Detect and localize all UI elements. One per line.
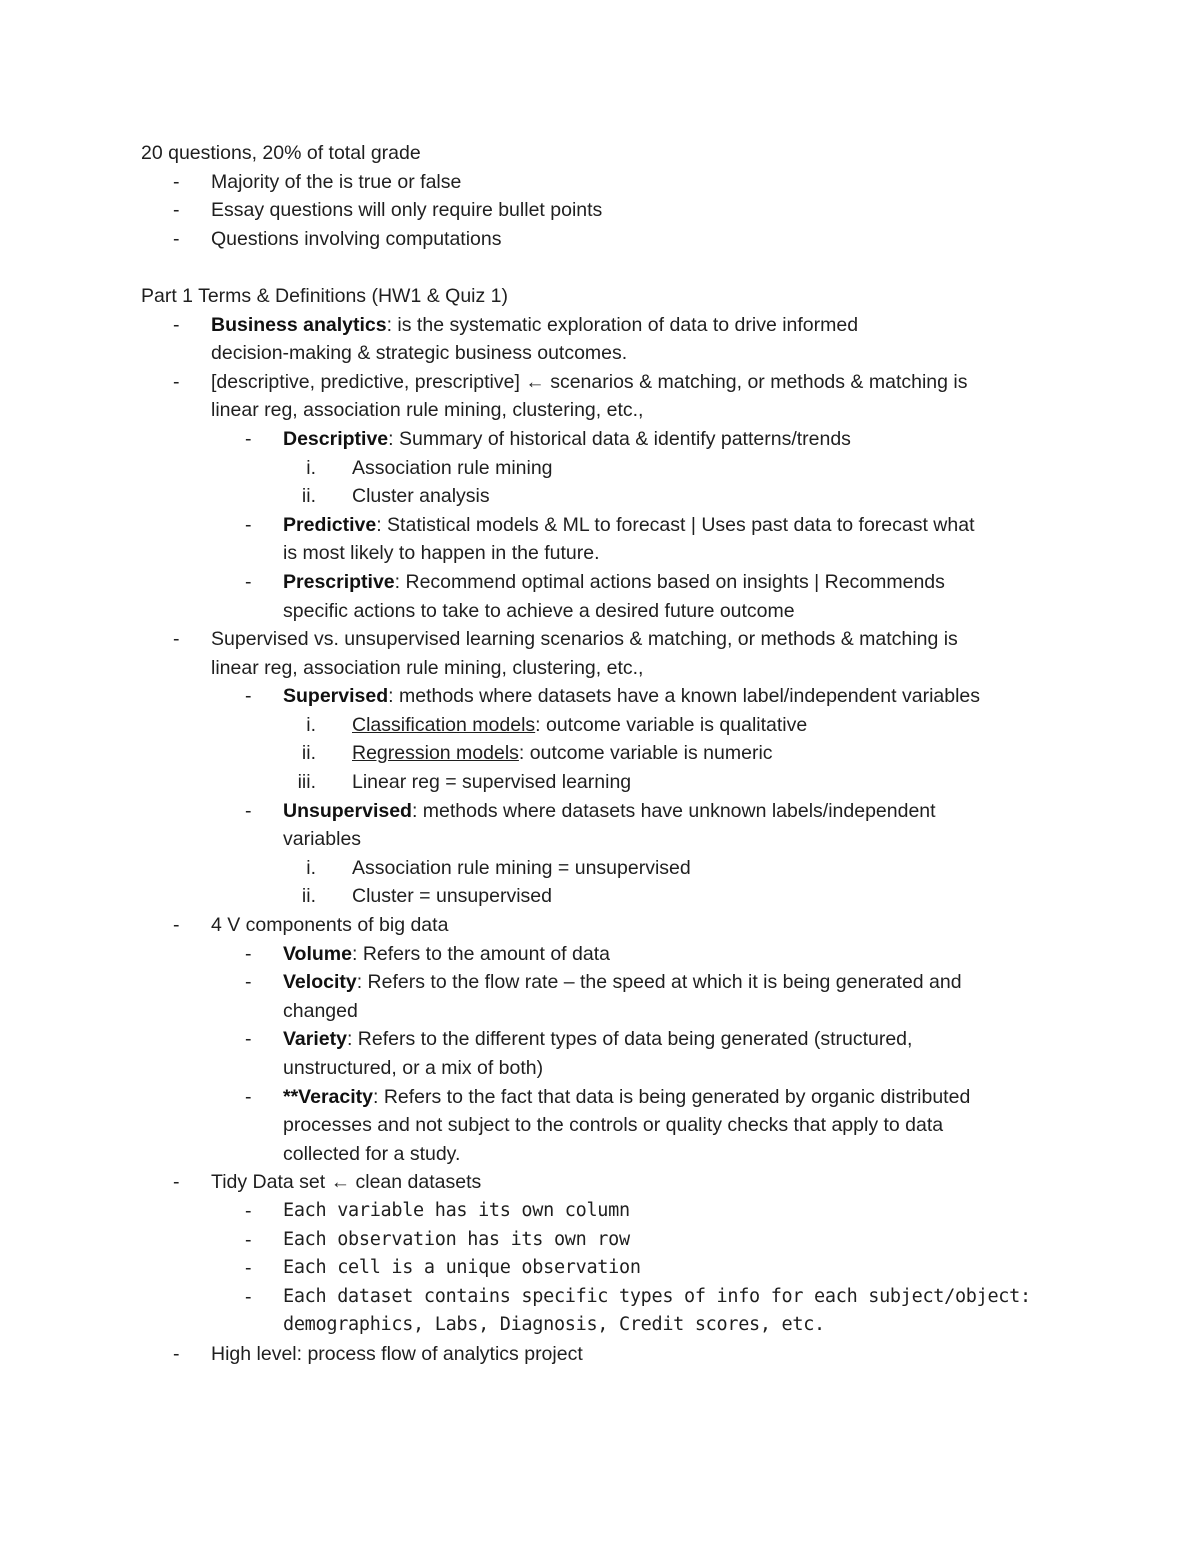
bullet-dash: - xyxy=(245,427,252,450)
roman-marker: iii. xyxy=(297,771,316,794)
bullet-dash: - xyxy=(173,628,180,651)
part1-heading-line xyxy=(0,282,1200,311)
list-item: i. Classification models: outcome variable is qualitative xyxy=(0,711,1200,740)
list-item xyxy=(0,225,1200,254)
big-data-line: 4 V components of big data xyxy=(211,914,449,937)
list-item xyxy=(0,911,1200,940)
volume-definition: Volume: Refers to the amount of data xyxy=(283,942,610,965)
intro-bullet: Essay questions will only require bullet points xyxy=(211,199,603,222)
list-item-continuation: variables xyxy=(283,828,362,851)
bullet-dash: - xyxy=(173,914,180,937)
variety-definition: Variety: Refers to the different types of data being generated (structured, xyxy=(283,1028,913,1051)
business-analytics-definition: Business analytics: is the systematic exploration of data to drive informed xyxy=(211,313,859,336)
bullet-dash: - xyxy=(173,227,180,250)
list-item: ii. Cluster = unsupervised xyxy=(0,882,1200,911)
bullet-dash: - xyxy=(173,170,180,193)
list-item-continuation: linear reg, association rule mining, clustering, etc., xyxy=(211,399,644,422)
predictive-definition: Predictive: Statistical models & ML to forecast | Uses past data to forecast what xyxy=(283,513,975,536)
tidy-data-line: Tidy Data set ← clean datasets xyxy=(211,1171,482,1194)
bullet-dash: - xyxy=(245,1028,252,1051)
term-velocity: Velocity xyxy=(283,971,357,994)
list-item: i. Association rule mining = unsupervised xyxy=(0,854,1200,883)
list-item xyxy=(0,625,1200,654)
bullet-dash: - xyxy=(245,1199,252,1222)
list-item xyxy=(0,940,1200,969)
bullet-dash: - xyxy=(245,971,252,994)
roman-marker: ii. xyxy=(301,742,316,765)
bullet-dash: - xyxy=(245,942,252,965)
list-item-continuation: changed xyxy=(283,999,358,1022)
bullet-dash: - xyxy=(173,1171,180,1194)
bullet-dash: - xyxy=(173,370,180,393)
list-item: ii. Cluster analysis xyxy=(0,482,1200,511)
list-item xyxy=(0,196,1200,225)
descriptive-definition: Descriptive: Summary of historical data & identify patterns/trends xyxy=(283,427,851,450)
prescriptive-definition: Prescriptive: Recommend optimal actions based on insights | Recommends xyxy=(283,570,945,593)
roman-marker: i. xyxy=(306,456,316,479)
list-item xyxy=(0,797,1200,826)
list-item xyxy=(0,1168,1200,1197)
classification-models-term: Classification models xyxy=(352,713,536,736)
list-item-continuation: processes and not subject to the controls or quality checks that apply to data xyxy=(283,1114,944,1137)
bullet-dash: - xyxy=(245,513,252,536)
term-descriptive: Descriptive xyxy=(283,427,389,450)
velocity-definition: Velocity: Refers to the flow rate – the speed at which it is being generated and xyxy=(283,971,962,994)
term-veracity: **Veracity xyxy=(283,1085,373,1108)
list-item: - Each observation has its own row xyxy=(0,1226,1200,1255)
list-item-continuation: is most likely to happen in the future. xyxy=(283,542,600,565)
intro-heading: 20 questions, 20% of total grade xyxy=(141,142,421,164)
roman-marker: i. xyxy=(306,713,316,736)
term-unsupervised: Unsupervised xyxy=(283,799,412,822)
list-item xyxy=(0,368,1200,397)
term-business-analytics: Business analytics xyxy=(211,313,387,336)
list-item: - Each dataset contains specific types of info for each subject/object: xyxy=(0,1283,1200,1312)
term-prescriptive: Prescriptive xyxy=(283,570,395,593)
learning-types-line: Supervised vs. unsupervised learning scenarios & matching, or methods & matching is xyxy=(211,628,958,651)
list-item xyxy=(0,311,1200,340)
term-volume: Volume xyxy=(283,942,352,965)
list-item xyxy=(0,425,1200,454)
list-item: i. Association rule mining xyxy=(0,454,1200,483)
bullet-dash: - xyxy=(245,799,252,822)
process-flow-line: High level: process flow of analytics project xyxy=(211,1342,583,1365)
intro-bullet: Questions involving computations xyxy=(211,227,502,250)
list-item xyxy=(0,682,1200,711)
term-supervised: Supervised xyxy=(283,685,389,708)
list-item-continuation: linear reg, association rule mining, clustering, etc., xyxy=(211,656,644,679)
list-item xyxy=(0,1025,1200,1054)
unsupervised-definition: Unsupervised: methods where datasets have unknown labels/independent xyxy=(283,799,936,822)
bullet-dash: - xyxy=(173,313,180,336)
intro-bullet: Majority of the is true or false xyxy=(211,170,462,193)
bullet-dash: - xyxy=(245,1257,252,1280)
spacer xyxy=(0,253,1200,282)
bullet-dash: - xyxy=(173,1342,180,1365)
bullet-dash: - xyxy=(245,1285,252,1308)
bullet-dash: - xyxy=(245,685,252,708)
roman-marker: i. xyxy=(306,856,316,879)
list-item-continuation: demographics, Labs, Diagnosis, Credit scores, etc. xyxy=(283,1314,825,1336)
roman-marker: ii. xyxy=(301,485,316,508)
document-page xyxy=(0,139,1200,1369)
list-item-continuation: collected for a study. xyxy=(283,1142,461,1165)
list-item xyxy=(0,511,1200,540)
list-item-continuation: specific actions to take to achieve a desired future outcome xyxy=(283,599,795,622)
list-item-continuation: decision-making & strategic business outcomes. xyxy=(211,342,628,365)
term-predictive: Predictive xyxy=(283,513,377,536)
list-item: ii. Regression models: outcome variable is numeric xyxy=(0,739,1200,768)
bullet-dash: - xyxy=(245,570,252,593)
intro-heading-line xyxy=(0,139,1200,168)
roman-marker: ii. xyxy=(301,885,316,908)
part1-heading: Part 1 Terms & Definitions (HW1 & Quiz 1) xyxy=(141,284,508,307)
list-item: - Each cell is a unique observation xyxy=(0,1254,1200,1283)
list-item xyxy=(0,968,1200,997)
list-item xyxy=(0,1083,1200,1112)
list-item: - Each variable has its own column xyxy=(0,1197,1200,1226)
regression-models-term: Regression models xyxy=(352,742,519,765)
list-item-continuation: unstructured, or a mix of both) xyxy=(283,1057,544,1079)
veracity-definition: **Veracity: Refers to the fact that data is being generated by organic distributed xyxy=(283,1085,971,1108)
list-item xyxy=(0,168,1200,197)
list-item xyxy=(0,568,1200,597)
list-item: iii. Linear reg = supervised learning xyxy=(0,768,1200,797)
analytics-types-line: [descriptive, predictive, prescriptive] ← scenarios & matching, or methods & matching is xyxy=(211,370,968,393)
bullet-dash: - xyxy=(245,1085,252,1108)
list-item xyxy=(0,1340,1200,1369)
bullet-dash: - xyxy=(245,1228,252,1251)
supervised-definition: Supervised: methods where datasets have a known label/independent variables xyxy=(283,685,981,708)
bullet-dash: - xyxy=(173,199,180,222)
term-variety: Variety xyxy=(283,1028,347,1051)
